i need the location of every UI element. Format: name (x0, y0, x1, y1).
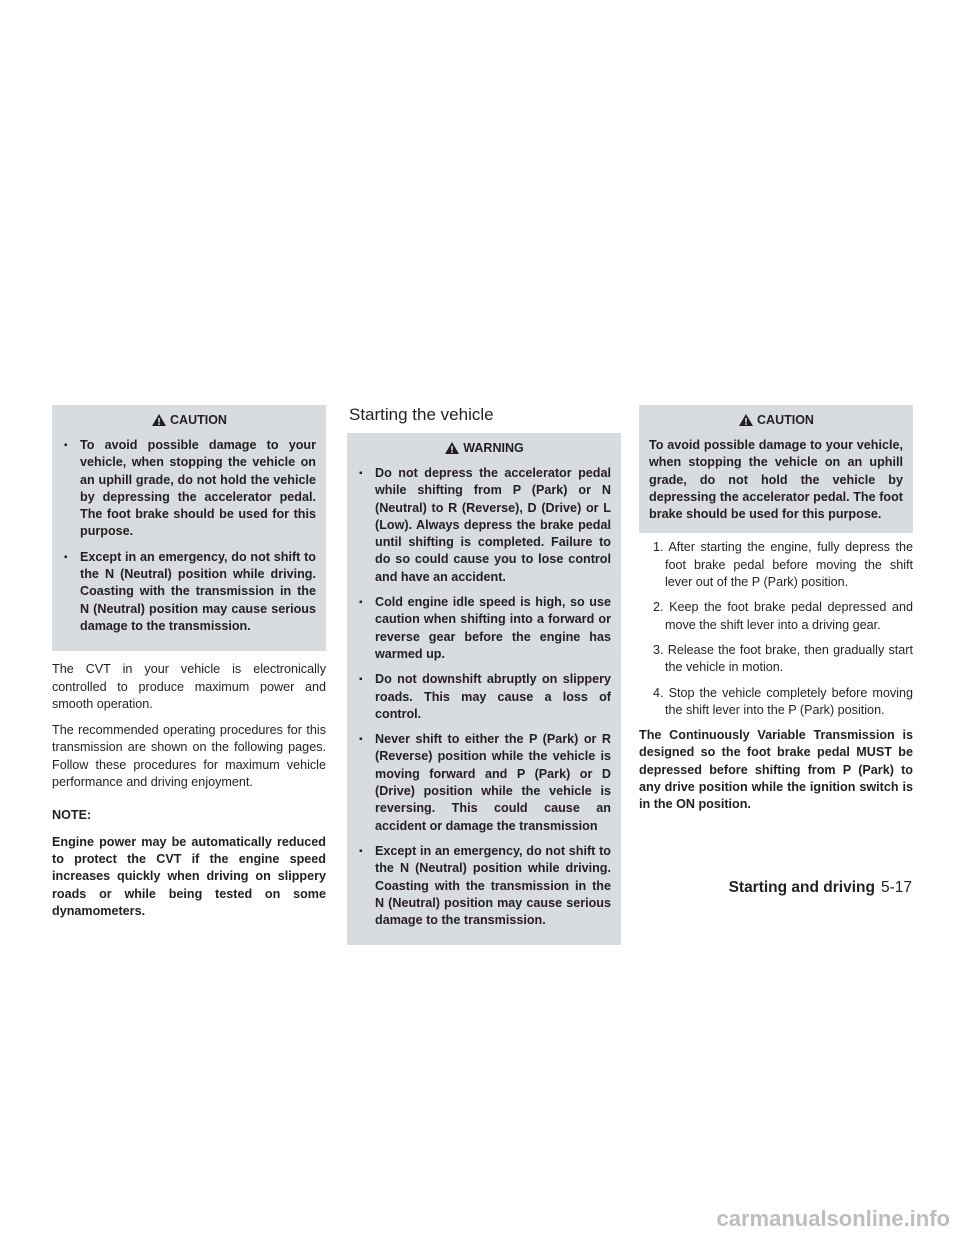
note-text: Engine power may be automatically reduced to protect the CVT if the engine speed increases quickly when driving on slippery roads or while being tested on some dynamometers. (52, 834, 326, 918)
warning-triangle-icon (444, 441, 460, 455)
caution-text: To avoid possible damage to your vehicle, when stopping the vehicle on an uphill grade, do not hold the vehicle by depressing the accelerator pedal. The foot brake should be used for this purpose. (649, 438, 903, 522)
page-footer (729, 879, 912, 897)
warning-item: ▪ Do not depress the accelerator pedal while shifting from P (Park) or N (Neutral) to R (Reverse), D (Drive) or L (Low). Always depress the brake pedal until shifting is completed. Failure to do so could cause you to lose control and have an accident. (357, 465, 611, 586)
caution-item: ▪ Except in an emergency, do not shift to the N (Neutral) position while driving. Coasting with the transmission in the N (Neutral) position may cause serious damage to the transmission. (62, 549, 316, 635)
caution-item: ▪ To avoid possible damage to your vehicle, when stopping the vehicle on an uphill grade, do not hold the vehicle by depressing the accelerator pedal. The foot brake should be used for this purpose. (62, 437, 316, 541)
paragraph: The CVT in your vehicle is electronically controlled to produce maximum power and smooth operation. (52, 662, 326, 711)
caution-header (52, 409, 326, 431)
column-middle (347, 405, 621, 945)
warning-item: ▪ Except in an emergency, do not shift to the N (Neutral) position while driving. Coasting with the transmission in the N (Neutral) position may cause serious damage to the transmission. (357, 843, 611, 929)
caution-box (52, 405, 326, 651)
warning-box (347, 433, 621, 945)
warning-item: ▪ Do not downshift abruptly on slippery roads. This may cause a loss of control. (357, 671, 611, 723)
step-item: 3. Release the foot brake, then gradually start the vehicle in motion. (653, 642, 913, 675)
step-item: 1. After starting the engine, fully depress the foot brake pedal before moving the shift lever out of the P (Park) position. (653, 540, 913, 590)
caution-box (639, 405, 913, 533)
warning-triangle-icon (151, 413, 167, 427)
warning-item: ▪ Cold engine idle speed is high, so use caution when shifting into a forward or reverse gear before the engine has warmed up. (357, 594, 611, 663)
page-number: 5-17 (880, 879, 912, 896)
caution-title: CAUTION (170, 413, 227, 427)
caution-title: CAUTION (757, 413, 814, 427)
footer-section-name: Starting and driving (728, 879, 875, 896)
column-left (52, 405, 326, 929)
paragraph: The recommended operating procedures for this transmission are shown on the following pages. Follow these procedures for maximum vehicle performance and driving enjoyment. (52, 723, 326, 790)
warning-title: WARNING (463, 441, 524, 455)
note-label: NOTE: (52, 808, 92, 823)
warning-triangle-icon (738, 413, 754, 427)
section-title: Starting the vehicle (349, 405, 494, 424)
step-item: 2. Keep the foot brake pedal depressed and move the shift lever into a driving gear. (653, 600, 913, 632)
column-right (639, 405, 913, 823)
warning-item: ▪ Never shift to either the P (Park) or R (Reverse) position while the vehicle is moving forward and P (Park) or D (Drive) position while the vehicle is reversing. This could cause an accident or damage the transmission (357, 731, 611, 835)
closing-statement: The Continuously Variable Transmission is designed so the foot brake pedal MUST be depressed before shifting from P (Park) to any drive position while the ignition switch is in the ON position. (639, 728, 913, 812)
warning-header (347, 437, 621, 459)
caution-header (639, 409, 913, 431)
step-item: 4. Stop the vehicle completely before moving the shift lever into the P (Park) position. (653, 685, 913, 717)
watermark: carmanualsonline.info (716, 1206, 950, 1231)
